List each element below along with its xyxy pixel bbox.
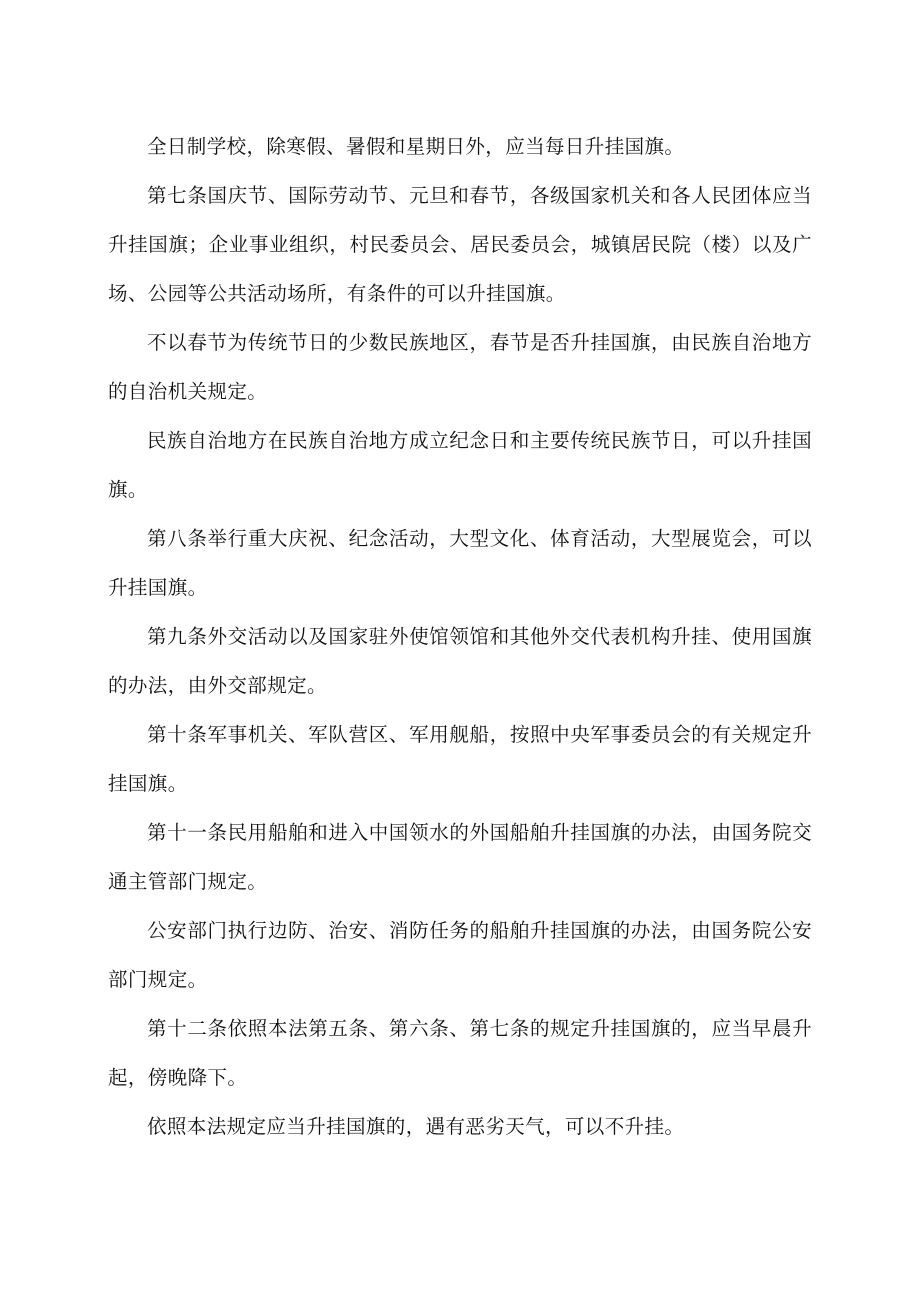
paragraph: 全日制学校，除寒假、暑假和星期日外，应当每日升挂国旗。 [147,135,685,158]
paragraph: 第八条举行重大庆祝、纪念活动，大型文化、体育活动，大型展览会，可以升挂国旗。 [108,527,812,599]
paragraph: 第十条军事机关、军队营区、军用舰船，按照中央军事委员会的有关规定升挂国旗。 [108,723,812,795]
paragraph: 第十一条民用船舶和进入中国领水的外国船舶升挂国旗的办法，由国务院交通主管部门规定。 [108,821,812,893]
document-body [108,122,812,1151]
paragraph: 不以春节为传统节日的少数民族地区，春节是否升挂国旗，由民族自治地方的自治机关规定。 [108,331,812,403]
paragraph: 依照本法规定应当升挂国旗的，遇有恶劣天气，可以不升挂。 [147,1115,685,1138]
paragraph: 民族自治地方在民族自治地方成立纪念日和主要传统民族节日，可以升挂国旗。 [108,429,812,501]
paragraph: 第九条外交活动以及国家驻外使馆领馆和其他外交代表机构升挂、使用国旗的办法，由外交部规定。 [108,625,812,697]
paragraph: 第七条国庆节、国际劳动节、元旦和春节，各级国家机关和各人民团体应当升挂国旗；企业事业组织，村民委员会、居民委员会，城镇居民院（楼）以及广场、公园等公共活动场所，有条件的可以升挂国旗。 [108,184,812,305]
paragraph: 第十二条依照本法第五条、第六条、第七条的规定升挂国旗的，应当早晨升起，傍晚降下。 [108,1017,812,1089]
paragraph: 公安部门执行边防、治安、消防任务的船舶升挂国旗的办法，由国务院公安部门规定。 [108,919,812,991]
